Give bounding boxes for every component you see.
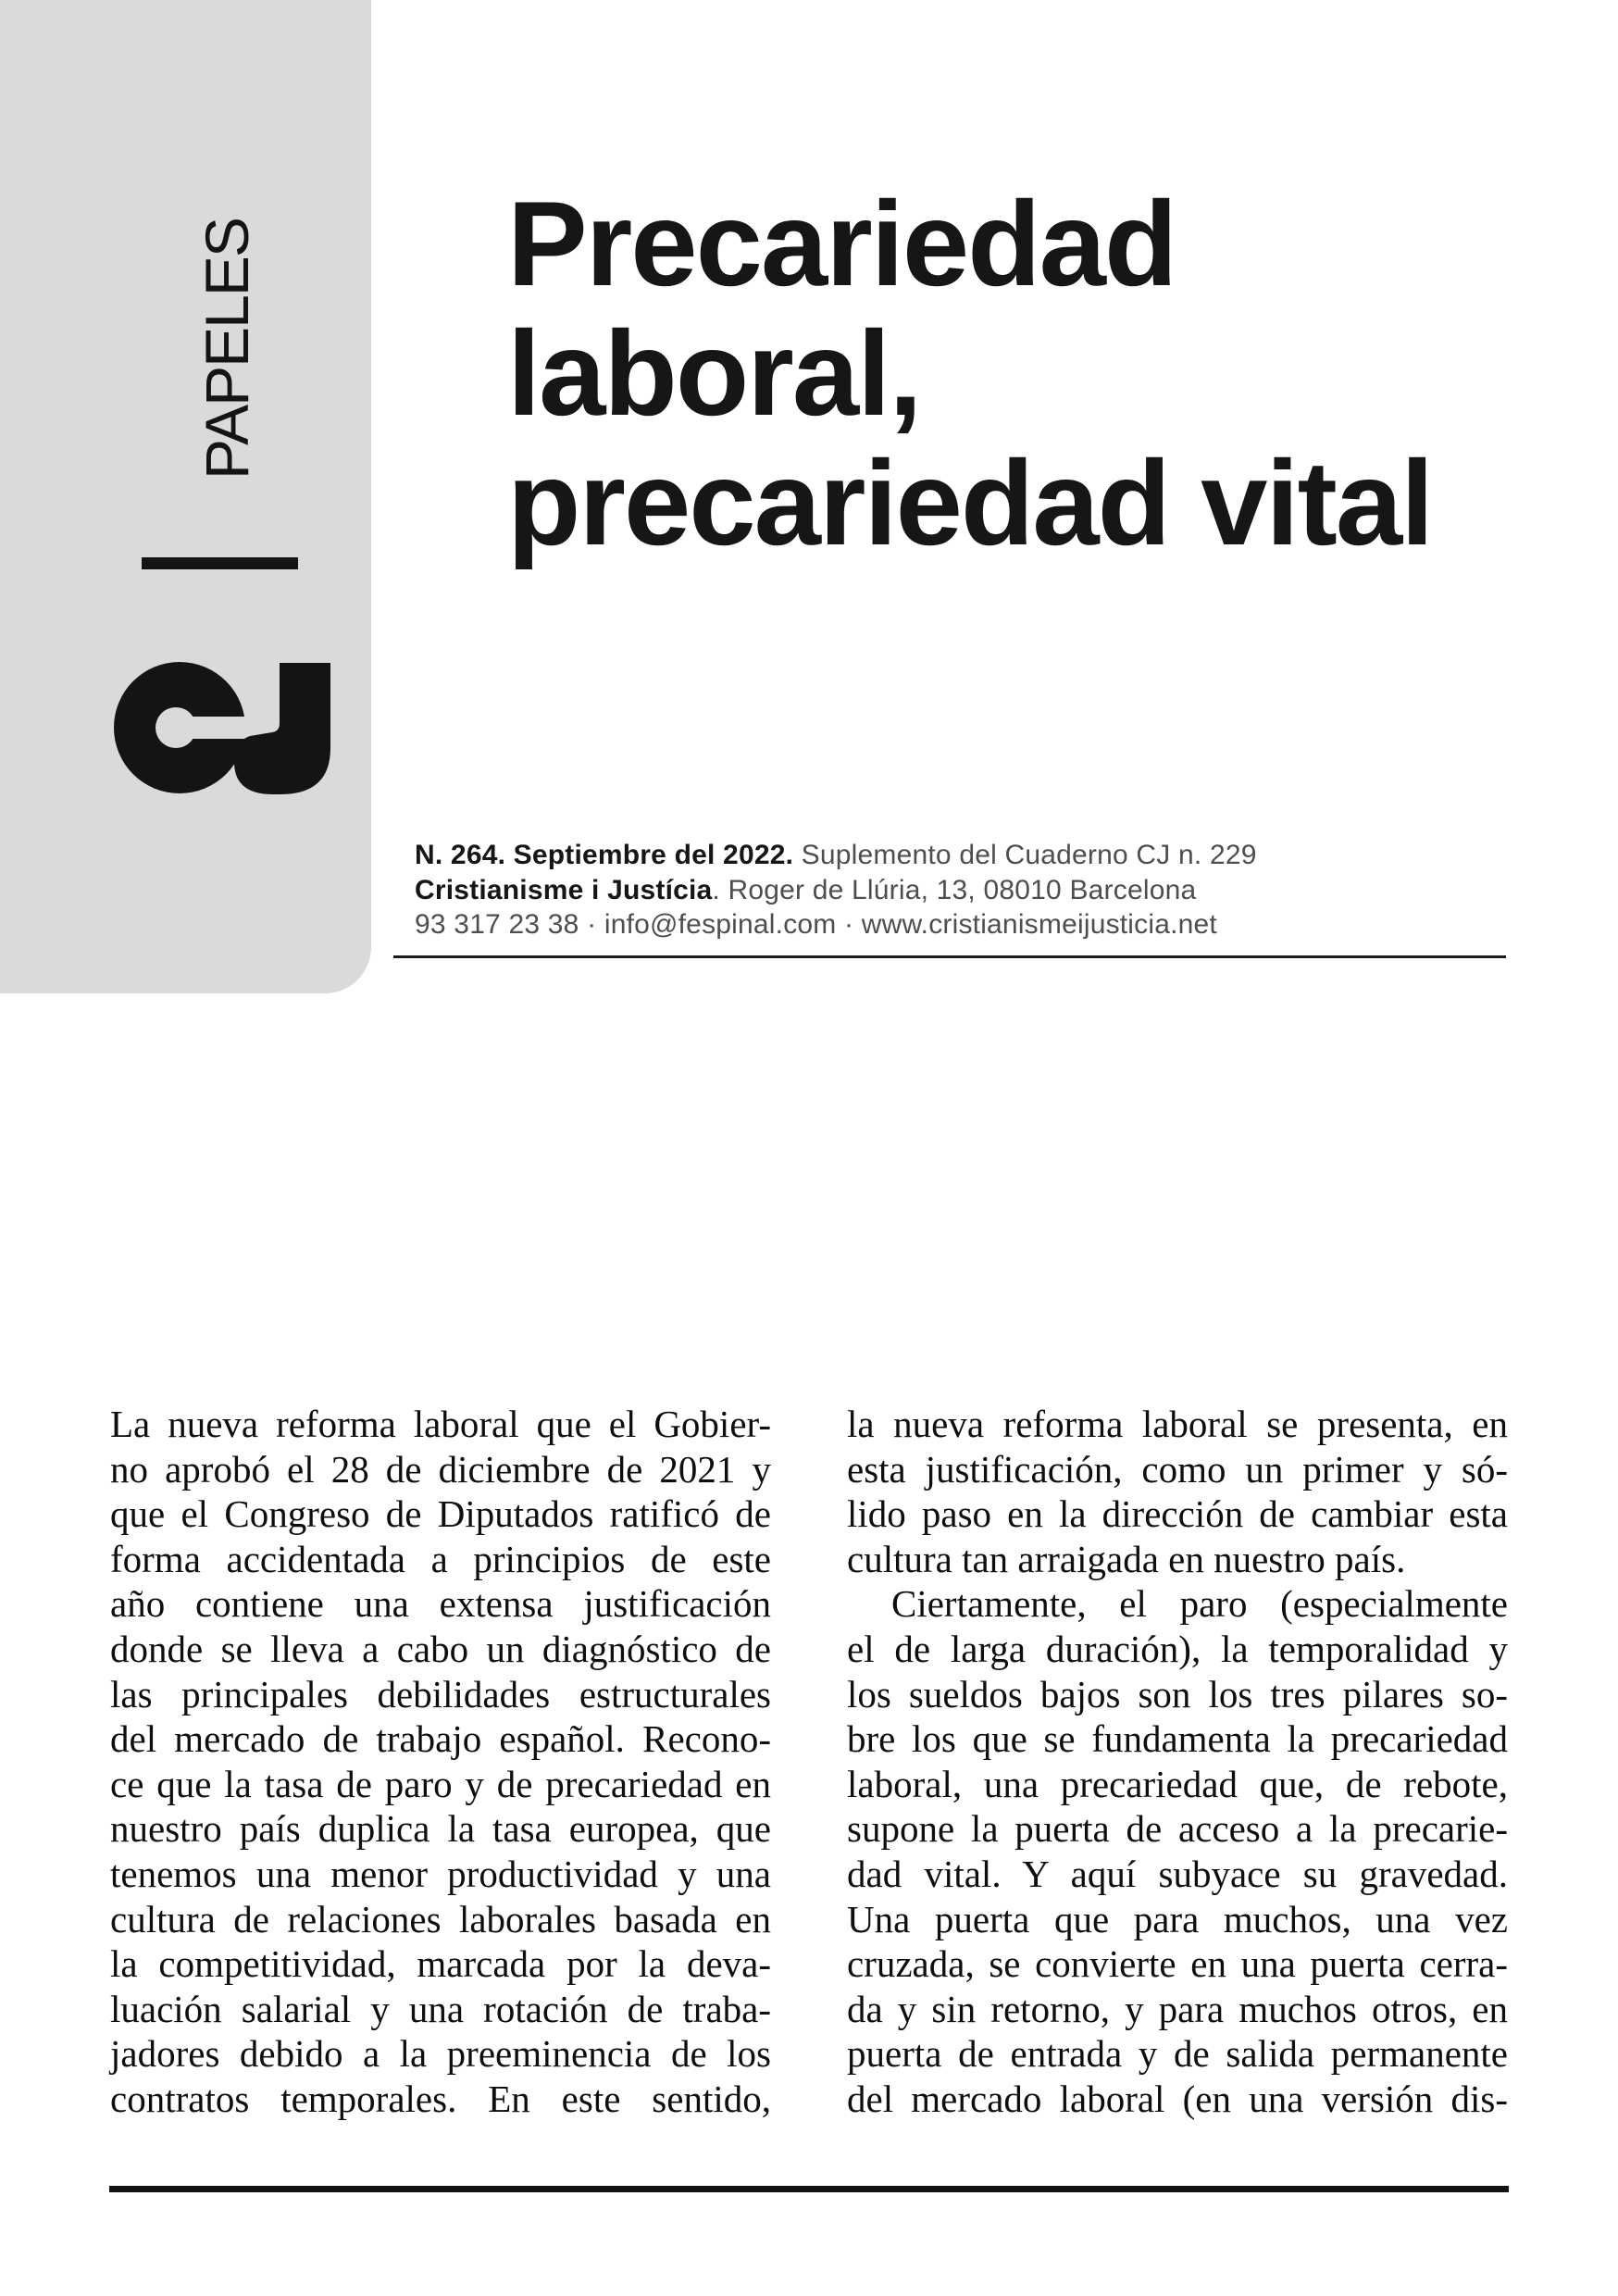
series-label: PAPELES [193,218,261,480]
body-line: la competitividad, marcada por la deva- [110,1942,771,1986]
issue-supplement: Suplemento del Cuaderno CJ n. 229 [793,840,1257,870]
body-line: luación salarial y una rotación de traba- [110,1987,771,2030]
publisher-line [415,873,1257,908]
body-line: nuestro país duplica la tasa europea, que [110,1807,771,1851]
body-line: supone la puerta de acceso a la precarie- [847,1807,1508,1851]
body-line: cruzada, se convierte en una puerta cerra- [847,1942,1508,1986]
body-line: bre los que se fundamenta la precariedad [847,1717,1508,1761]
header-rule [393,955,1506,958]
body-line: esta justificación, como un primer y só- [847,1447,1508,1491]
body-line: tenemos una menor productividad y una [110,1852,771,1895]
body-line: donde se lleva a cabo un diagnóstico de [110,1627,771,1670]
issue-number: N. 264. Septiembre del 2022. [415,840,794,870]
body-line: dad vital. Y aquí subyace su gravedad. [847,1852,1508,1895]
contact-line: 93 317 23 38 · info@fespinal.com · www.cristianismeijusticia.net [415,909,1217,940]
body-line: da y sin retorno, y para muchos otros, en [847,1987,1508,2030]
body-line: laboral, una precariedad que, de rebote, [847,1762,1508,1805]
page-title-line: precariedad vital [507,435,1433,570]
body-line: cultura tan arraigada en nuestro país. [847,1537,1406,1580]
masthead-panel [0,0,371,993]
body-line: la nueva reforma laboral se presenta, en [847,1403,1508,1445]
body-line: el de larga duración), la temporalidad y [847,1627,1508,1670]
cj-logo [108,657,335,796]
body-line: que el Congreso de Diputados ratificó de [110,1492,771,1536]
footer-rule [109,2186,1509,2192]
body-line: contratos temporales. En este sentido, [110,2077,771,2120]
body-line: cultura de relaciones laborales basada en [110,1897,771,1940]
body-column-left [110,1402,771,2122]
body-line: del mercado laboral (en una versión dis- [847,2077,1508,2120]
body-line: Una puerta que para muchos, una vez [847,1897,1508,1940]
body-line: los sueldos bajos son los tres pilares so- [847,1672,1508,1716]
body-line: lido paso en la dirección de cambiar esta [847,1492,1508,1536]
publisher-name: Cristianisme i Justícia [415,874,713,905]
body-line: las principales debilidades estructurales [110,1672,771,1716]
issue-info [415,838,1257,942]
issue-number-line [415,838,1257,873]
publisher-address: . Roger de Llúria, 13, 08010 Barcelona [712,874,1197,905]
body-line: Ciertamente, el paro (especialmente [891,1582,1508,1626]
masthead-divider [142,557,298,569]
body-line: del mercado de trabajo español. Recono- [110,1717,771,1761]
page-title-line: Precariedad [507,176,1176,311]
body-line: no aprobó el 28 de diciembre de 2021 y [110,1447,771,1491]
page-title-line: laboral, [507,306,921,441]
body-line: ce que la tasa de paro y de precariedad en [110,1762,771,1805]
body-line: jadores debido a la preeminencia de los [110,2032,771,2076]
page-title [507,176,1433,570]
body-line: forma accidentada a principios de este [110,1537,771,1580]
body-line: año contiene una extensa justificación [110,1582,771,1626]
body-column-right [847,1402,1508,2122]
body-line: puerta de entrada y de salida permanente [847,2032,1508,2076]
body-line: La nueva reforma laboral que el Gobier- [110,1403,771,1445]
